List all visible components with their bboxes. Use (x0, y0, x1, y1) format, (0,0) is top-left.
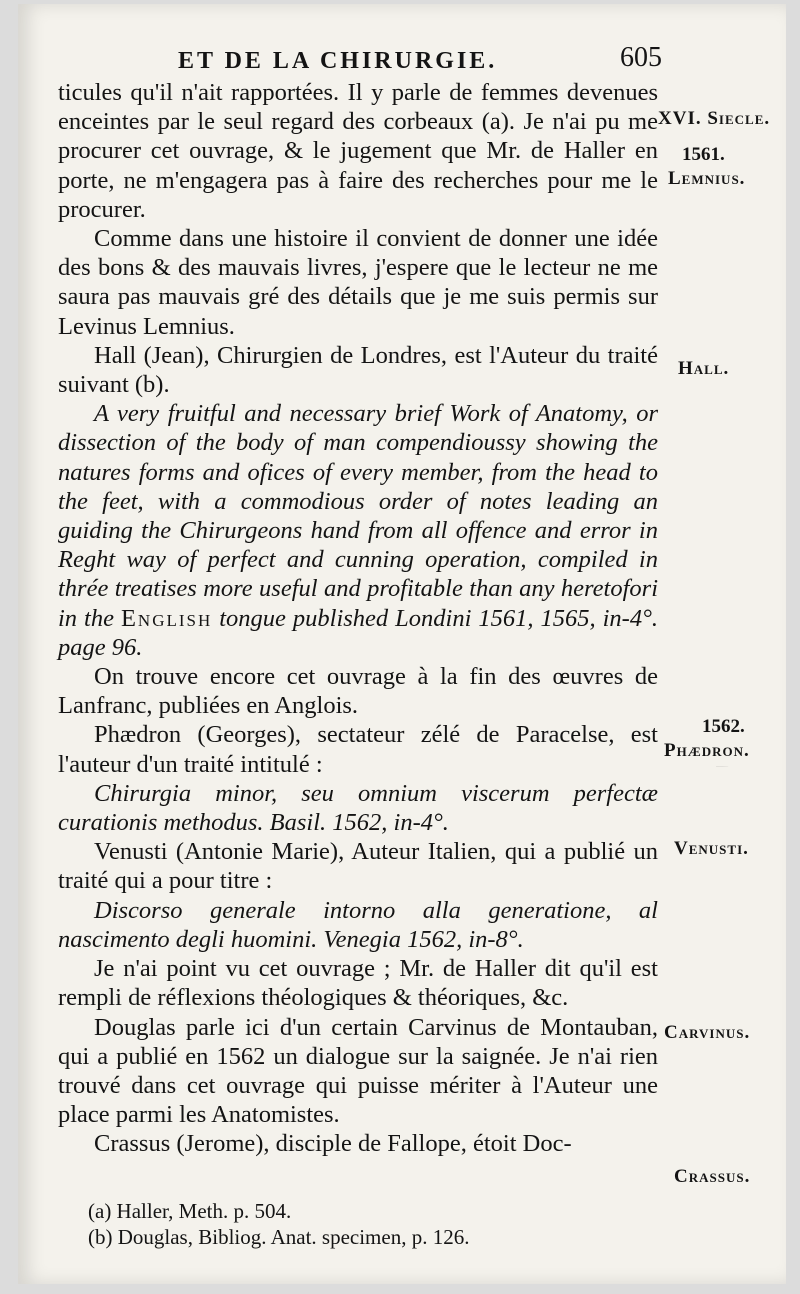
paragraph-1: ticules qu'il n'ait rapportées. Il y parle de femmes devenues enceintes par le seul regard des corbeaux (a). Je n'ai pu me procurer cet ouvrage, & le jugement que Mr. de Haller en porte, ne m'engagera pas à faire des recherches pour me le procurer. (58, 79, 658, 223)
margin-hall: Hall. (678, 358, 730, 379)
running-head: ET DE LA CHIRURGIE. (178, 48, 498, 74)
paragraph-carvinus: Douglas parle ici d'un certain Carvinus de Montauban, qui a publié en 1562 un dialogue sur la saignée. Je n'ai rien trouvé dans cet ouvrage qui puisse mériter à l'Auteur une place parmi les Anatomistes. (58, 1013, 658, 1129)
book-title-hall-b: tongue published Londini 1561, 1565, in-4°. page 96. (58, 604, 658, 661)
margin-lemnius: Lemnius. (668, 168, 746, 189)
margin-phaedron: Phædron. (664, 740, 750, 761)
book-title-phaedron: Chirurgia minor, seu omnium viscerum perfectæ curationis methodus. Basil. 1562, in-4°. (58, 779, 658, 837)
margin-year-1562: 1562. (702, 716, 745, 737)
margin-rule (658, 766, 786, 767)
margin-venusti: Venusti. (674, 838, 749, 859)
page-number: 605 (620, 42, 662, 73)
page-header (148, 40, 662, 80)
book-page (18, 4, 786, 1284)
footnotes (88, 1198, 628, 1250)
margin-carvinus: Carvinus. (664, 1022, 751, 1043)
paragraph-phaedron: Phædron (Georges), sectateur zélé de Paracelse, est l'auteur d'un traité intitulé : (58, 721, 658, 778)
paragraph-lanfranc: On trouve encore cet ouvrage à la fin des œuvres de Lanfranc, publiées en Anglois. (58, 663, 658, 720)
margin-century: XVI. Siecle. (658, 108, 771, 129)
book-title-venusti: Discorso generale intorno alla generatione, al nascimento degli huomini. Venegia 1562, in-8°. (58, 896, 658, 953)
paragraph-hall: Hall (Jean), Chirurgien de Londres, est l'Auteur du traité suivant (b). (58, 341, 658, 399)
paragraph-venusti: Venusti (Antonie Marie), Auteur Italien, qui a publié un traité qui a pour titre : (58, 838, 658, 895)
margin-year-1561: 1561. (682, 144, 725, 165)
main-text (58, 78, 658, 1159)
margin-crassus: Crassus. (674, 1166, 751, 1187)
book-title-hall-english: English (120, 604, 213, 632)
book-title-hall (58, 399, 658, 662)
book-title-hall-a: A very fruitful and necessary brief Work of Anatomy, or dissection of the body of man compendioussy showing the natures forms and ofices of every member, from the head to the feet, with a commodious order of notes leading an guiding the Chirurgeons hand from all offence and error in Reght way of perfect and cunning operation, compiled in thrée treatises more useful and profitable than any heretofori in the (58, 400, 658, 632)
footnote-b: (b) Douglas, Bibliog. Anat. specimen, p. 126. (88, 1225, 470, 1249)
paragraph-haller: Je n'ai point vu cet ouvrage ; Mr. de Haller dit qu'il est rempli de réflexions théologiques & théoriques, &c. (58, 955, 658, 1012)
footnote-a: (a) Haller, Meth. p. 504. (88, 1199, 292, 1223)
paragraph-crassus: Crassus (Jerome), disciple de Fallope, étoit Doc- (94, 1130, 572, 1158)
paragraph-2: Comme dans une histoire il convient de donner une idée des bons & des mauvais livres, j'espere que le lecteur ne me saura pas mauvais gré des détails que je me suis permis sur Levinus Lemnius. (58, 225, 658, 340)
